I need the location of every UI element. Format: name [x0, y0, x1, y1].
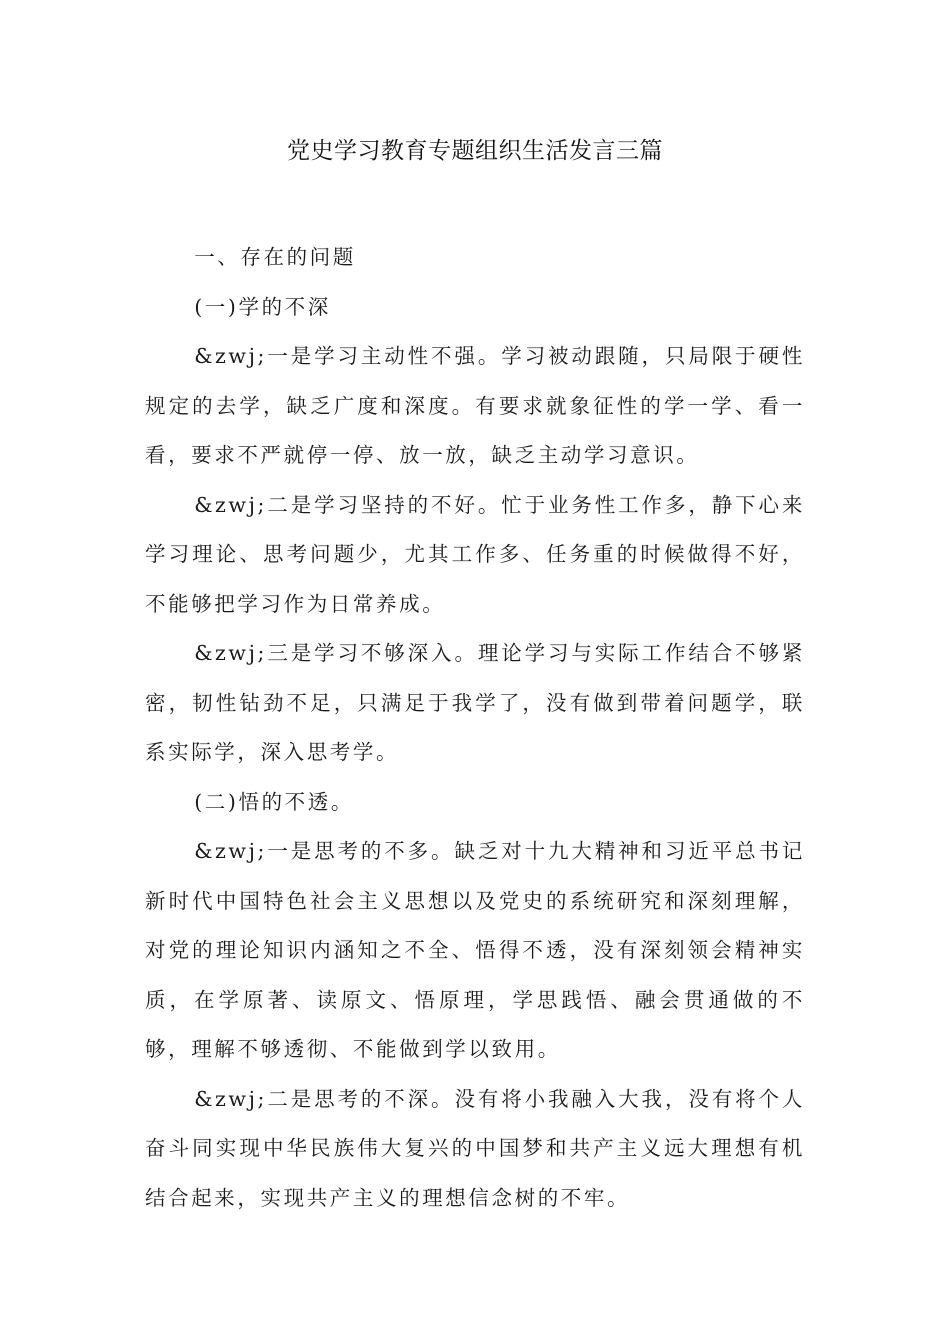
paragraph-study-initiative: &zwj;一是学习主动性不强。学习被动跟随，只局限于硬性规定的去学，缺乏广度和深度。有要求就象征性的学一学、看一看，要求不严就停一停、放一放，缺乏主动学习意识。: [145, 344, 805, 467]
subsection-heading-understanding: (二)悟的不透。: [194, 789, 354, 814]
paragraph-thinking-amount: &zwj;一是思考的不多。缺乏对十九大精神和习近平总书记新时代中国特色社会主义思想以及党史的系统研究和深刻理解，对党的理论知识内涵知之不全、悟得不透，没有深刻领会精神实质，在学原著、读原文、悟原理，学思践悟、融会贯通做的不够，理解不够透彻、不能做到学以致用。: [145, 839, 805, 1061]
paragraph-study-depth: &zwj;三是学习不够深入。理论学习与实际工作结合不够紧密，韧性钻劲不足，只满足于我学了，没有做到带着问题学，联系实际学，深入思考学。: [145, 641, 805, 764]
section-heading-problems: 一、存在的问题: [194, 245, 356, 269]
document-title: 党史学习教育专题组织生活发言三篇: [287, 138, 663, 164]
paragraph-thinking-depth: &zwj;二是思考的不深。没有将小我融入大我，没有将个人奋斗同实现中华民族伟大复兴的中国梦和共产主义远大理想有机结合起来，实现共产主义的理想信念树的不牢。: [145, 1086, 805, 1210]
subsection-heading-study: (一)学的不深: [194, 294, 331, 319]
document-body: [145, 233, 805, 1223]
paragraph-study-persistence: &zwj;二是学习坚持的不好。忙于业务性工作多，静下心来学习理论、思考问题少，尤其工作多、任务重的时候做得不好，不能够把学习作为日常养成。: [145, 492, 805, 616]
